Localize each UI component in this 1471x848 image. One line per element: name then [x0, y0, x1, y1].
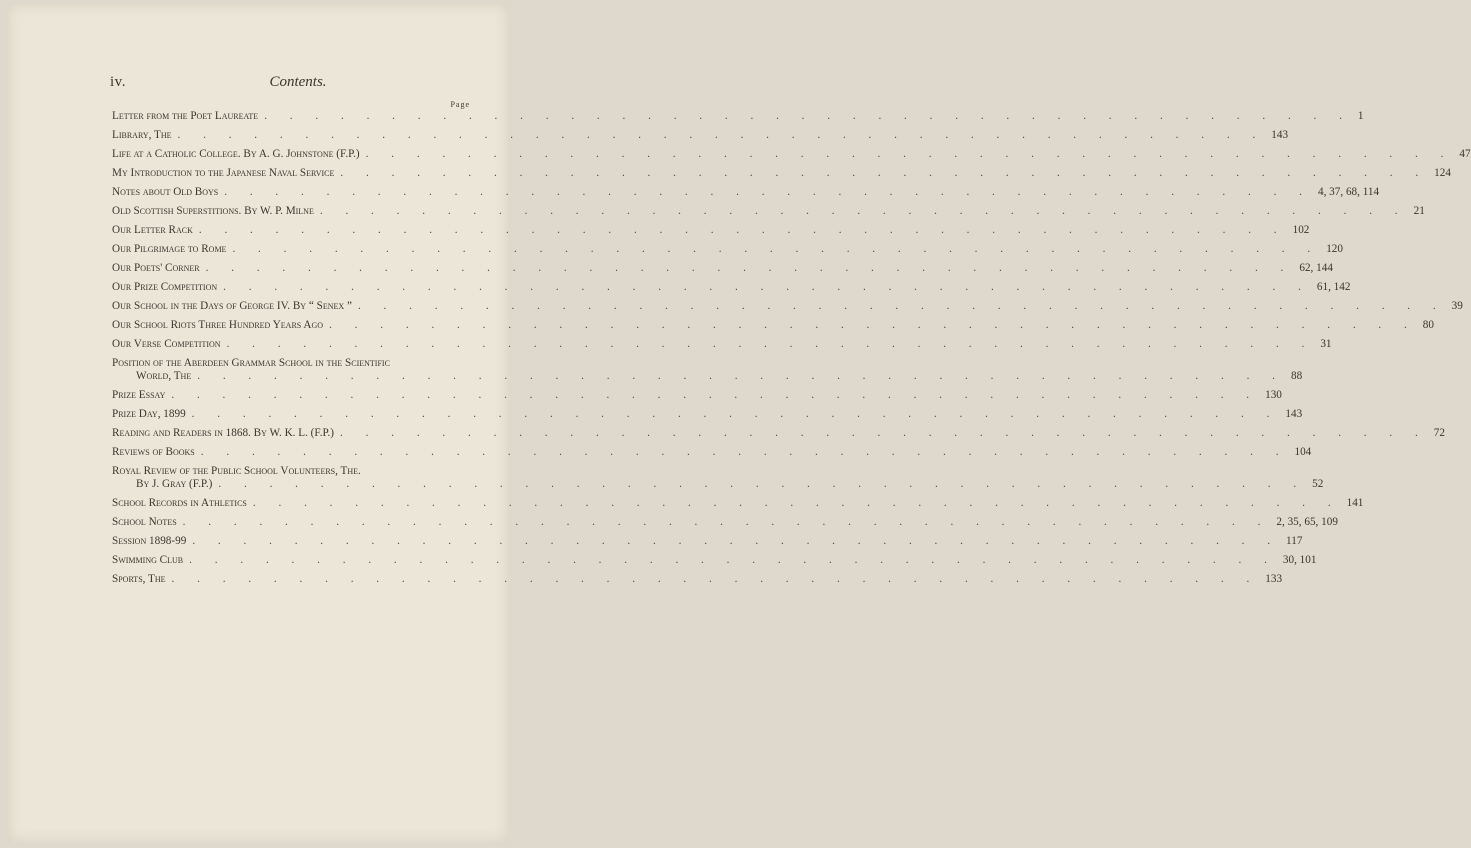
entry-title: By J. Gray (F.P.)	[136, 478, 213, 490]
entry-title: Our School in the Days of George IV. By “ Senex ”	[112, 300, 352, 312]
toc-entry	[112, 338, 1332, 351]
entry-title: Position of the Aberdeen Grammar School in the Scientific	[112, 357, 390, 369]
entry-page: 21	[1413, 205, 1425, 217]
dot-leader: . . . . . . . . . . . . . . . . . . . . . . . . . . . . . . . . . . . . . . . . . . .	[232, 243, 1321, 255]
dot-leader: . . . . . . . . . . . . . . . . . . . . . . . . . . . . . . . . . . . . . . . . . . .	[200, 446, 1289, 458]
toc-entry	[112, 167, 1451, 180]
entry-page: 124	[1434, 167, 1451, 179]
entry-title: Swimming Club	[112, 554, 184, 566]
dot-leader: . . . . . . . . . . . . . . . . . . . . . . . . . . . . . . . . . . . . . . . . . . .	[205, 262, 1294, 274]
entry-page: 39	[1451, 300, 1463, 312]
entry-title: World, The	[136, 370, 192, 382]
entry-page: 30, 101	[1282, 554, 1317, 566]
toc-entry	[112, 465, 1324, 491]
entry-page: 1	[1357, 110, 1364, 122]
dot-leader: . . . . . . . . . . . . . . . . . . . . . . . . . . . . . . . . . . . . . . . . . . .	[197, 370, 1285, 382]
entry-title: Our Prize Competition	[112, 281, 218, 293]
entry-title: Sports, The	[112, 573, 166, 585]
toc-entry	[112, 357, 1303, 383]
entry-page: 102	[1292, 224, 1310, 236]
dot-leader: . . . . . . . . . . . . . . . . . . . . . . . . . . . . . . . . . . . . . . . . . . .	[252, 497, 1341, 509]
dot-leader: . . . . . . . . . . . . . . . . . . . . . . . . . . . . . . . . . . . . . . . . . . .	[171, 389, 1260, 401]
toc-entry	[112, 446, 1312, 459]
dot-leader: . . . . . . . . . . . . . . . . . . . . . . . . . . . . . . . . . . . . . . . . . . .	[224, 186, 1312, 198]
dot-leader: . . . . . . . . . . . . . . . . . . . . . . . . . . . . . . . . . . . . . . . . . . .	[365, 148, 1454, 160]
entry-title: School Notes	[112, 516, 177, 528]
entry-title: Our Poets' Corner	[112, 262, 200, 274]
toc-entry	[112, 319, 1434, 332]
entry-page: 88	[1290, 370, 1303, 382]
entry-title: Our School Riots Three Hundred Years Ago	[112, 319, 324, 331]
toc-entry	[112, 205, 1425, 218]
entry-page: 117	[1286, 535, 1303, 547]
toc-entry	[112, 243, 1343, 256]
entry-title: Reviews of Books	[112, 446, 195, 458]
entry-title: Our Verse Competition	[112, 338, 221, 350]
dot-leader: . . . . . . . . . . . . . . . . . . . . . . . . . . . . . . . . . . . . . . . . . . .	[223, 281, 1311, 293]
entry-title: Reading and Readers in 1868. By W. K. L. (F.P.)	[112, 427, 335, 439]
dot-leader: . . . . . . . . . . . . . . . . . . . . . . . . . . . . . . . . . . . . . . . . . . .	[182, 516, 1271, 528]
toc-entry	[112, 148, 1471, 161]
dot-leader: . . . . . . . . . . . . . . . . . . . . . . . . . . . . . . . . . . . . . . . . . . .	[192, 535, 1281, 547]
dot-leader: . . . . . . . . . . . . . . . . . . . . . . . . . . . . . . . . . . . . . . . . . . .	[218, 478, 1307, 490]
toc-entry	[112, 224, 1310, 237]
entry-title: Our Letter Rack	[112, 224, 193, 236]
entry-title: Our Pilgrimage to Rome	[112, 243, 227, 255]
running-title: Contents.	[269, 74, 327, 90]
entry-title: Letter from the Poet Laureate	[112, 110, 259, 122]
toc-entry	[112, 186, 1380, 199]
toc-entry	[112, 300, 1463, 313]
toc-entry	[112, 281, 1351, 294]
toc-entry	[112, 262, 1333, 275]
toc-entry	[112, 535, 1303, 548]
dot-leader: . . . . . . . . . . . . . . . . . . . . . . . . . . . . . . . . . . . . . . . . . . .	[319, 205, 1408, 217]
toc-entry	[112, 129, 1289, 142]
entry-page: 133	[1265, 573, 1283, 585]
toc-entry	[112, 427, 1445, 440]
entry-title: Old Scottish Superstitions. By W. P. Milne	[112, 205, 314, 217]
entry-page: 4, 37, 68, 114	[1317, 186, 1380, 198]
dot-leader: . . . . . . . . . . . . . . . . . . . . . . . . . . . . . . . . . . . . . . . . . . .	[340, 167, 1429, 179]
entry-title-continuation	[112, 370, 1303, 383]
entry-title: Prize Day, 1899	[112, 408, 186, 420]
entry-page: 120	[1326, 243, 1343, 255]
entry-page: 72	[1433, 427, 1445, 439]
entry-title: My Introduction to the Japanese Naval Service	[112, 167, 335, 179]
dot-leader: . . . . . . . . . . . . . . . . . . . . . . . . . . . . . . . . . . . . . . . . . . .	[171, 573, 1260, 585]
toc-entry	[112, 516, 1338, 529]
entry-title: Life at a Catholic College. By A. G. Johnstone (F.P.)	[112, 148, 360, 160]
toc-entry	[112, 408, 1303, 421]
entry-page: 62, 144	[1299, 262, 1333, 274]
dot-leader: . . . . . . . . . . . . . . . . . . . . . . . . . . . . . . . . . . . . . . . . . . .	[264, 110, 1352, 122]
dot-leader: . . . . . . . . . . . . . . . . . . . . . . . . . . . . . . . . . . . . . . . . . . .	[189, 554, 1277, 566]
entry-page: 52	[1312, 478, 1324, 490]
entry-page: 143	[1285, 408, 1303, 420]
entry-title-continuation	[112, 478, 1324, 491]
dot-leader: . . . . . . . . . . . . . . . . . . . . . . . . . . . . . . . . . . . . . . . . . . .	[191, 408, 1280, 420]
entry-title: Prize Essay	[112, 389, 166, 401]
toc-entry	[112, 554, 1317, 567]
entry-page: 104	[1294, 446, 1312, 458]
entry-page: 80	[1422, 319, 1434, 331]
toc-entry	[112, 110, 1364, 123]
entry-page: 130	[1265, 389, 1282, 401]
entry-page: 141	[1346, 497, 1364, 509]
entry-title: Notes about Old Boys	[112, 186, 219, 198]
entry-page: 31	[1320, 338, 1332, 350]
dot-leader: . . . . . . . . . . . . . . . . . . . . . . . . . . . . . . . . . . . . . . . . . . .	[226, 338, 1315, 350]
toc-entry	[112, 497, 1364, 510]
entry-page: 61, 142	[1316, 281, 1351, 293]
dot-leader: . . . . . . . . . . . . . . . . . . . . . . . . . . . . . . . . . . . . . . . . . . .	[329, 319, 1417, 331]
book-page	[8, 4, 1471, 842]
page-column-label: Page	[450, 100, 470, 109]
entry-title: Library, The	[112, 129, 172, 141]
dot-leader: . . . . . . . . . . . . . . . . . . . . . . . . . . . . . . . . . . . . . . . . . . .	[357, 300, 1446, 312]
toc-entry	[112, 389, 1282, 402]
entry-page: 2, 35, 65, 109	[1276, 516, 1338, 528]
dot-leader: . . . . . . . . . . . . . . . . . . . . . . . . . . . . . . . . . . . . . . . . . . .	[177, 129, 1266, 141]
entry-title: Session 1898-99	[112, 535, 187, 547]
page-header	[110, 74, 486, 94]
toc-entry	[112, 573, 1283, 586]
folio-number: iv.	[110, 74, 126, 90]
entry-title: Royal Review of the Public School Volunteers, The.	[112, 465, 361, 477]
entry-page: 143	[1271, 129, 1289, 141]
entry-page: 47	[1459, 148, 1471, 160]
dot-leader: . . . . . . . . . . . . . . . . . . . . . . . . . . . . . . . . . . . . . . . . . . .	[198, 224, 1287, 236]
table-of-contents	[112, 110, 1471, 592]
entry-title: School Records in Athletics	[112, 497, 247, 509]
dot-leader: . . . . . . . . . . . . . . . . . . . . . . . . . . . . . . . . . . . . . . . . . . .	[340, 427, 1428, 439]
